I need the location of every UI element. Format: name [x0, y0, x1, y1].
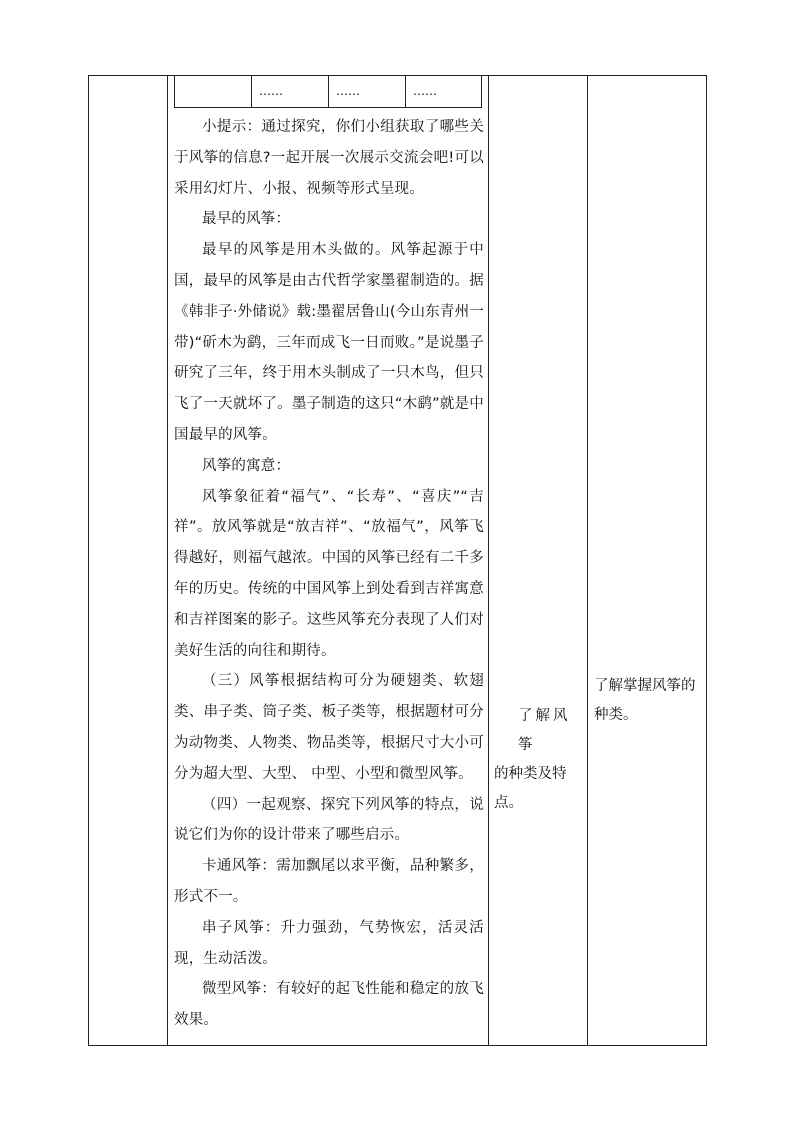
inner-table-row [174, 76, 482, 108]
table-col-line-1 [88, 75, 89, 1046]
purpose-line-1: 了解风筝 [518, 708, 571, 753]
goal-line-1: 了解掌握风筝的 [594, 678, 696, 694]
goal-line-2: 种类。 [594, 707, 638, 723]
inner-table-cell [174, 76, 251, 108]
purpose-line-2: 的种类及特点。 [494, 766, 567, 811]
micro-kite-paragraph: 微型风筝：有较好的起飞性能和稳定的放飞效果。 [174, 981, 484, 1029]
table-col-line-3 [488, 75, 489, 1046]
kite-types-paragraph: （三）风筝根据结构可分为硬翅类、软翅类、串子类、筒子类、板子类等，根据题材可分为动物类、人物类、物品类等，根据尺寸大小可分为超大型、大型、 中型、小型和微型风筝。 [174, 673, 484, 782]
goal-cell-text [594, 672, 704, 730]
purpose-cell-text [494, 702, 586, 818]
earliest-kite-paragraph: 最早的风筝是用木头做的。风筝起源于中国，最早的风筝是由古代哲学家墨翟制造的。据《韩非子·外储说》载:墨翟居鲁山(今山东青州一带)“斫木为鹞，三年而成飞一日而败。”是说墨子研究了三年，终于用木头制成了一只木鸟，但只飞了一天就坏了。墨子制造的这只“木鹞”就是中国最早的风筝。 [174, 242, 484, 443]
table-col-line-4 [587, 75, 588, 1046]
lesson-content [174, 112, 484, 1036]
string-kite-paragraph: 串子风筝：升力强劲，气势恢宏，活灵活现，生动活泼。 [174, 919, 484, 967]
table-col-line-2 [167, 75, 168, 1046]
heading-kite-meaning: 风筝的寓意： [202, 457, 291, 474]
tip-paragraph: 小提示：通过探究，你们小组获取了哪些关于风筝的信息?一起开展一次展示交流会吧!可以采用幻灯片、小报、视频等形式呈现。 [174, 119, 484, 197]
heading-earliest-kite: 最早的风筝： [202, 211, 291, 228]
cartoon-kite-paragraph: 卡通风筝：需加飘尾以求平衡，品种繁多，形式不一。 [174, 858, 484, 905]
inner-table-cell: …… [413, 84, 437, 98]
inner-table-cell: …… [259, 84, 283, 98]
inner-table-cell: …… [336, 84, 360, 98]
observe-paragraph: （四）一起观察、探究下列风筝的特点，说说它们为你的设计带来了哪些启示。 [174, 796, 484, 844]
table-bottom-border [88, 1045, 707, 1046]
table-col-line-5 [706, 75, 707, 1046]
kite-meaning-paragraph: 风筝象征着“福气”、“长寿”、“喜庆”“吉祥”。放风筝就是“放吉祥”、“放福气”，风筝飞得越好，则福气越浓。中国的风筝已经有二千多年的历史。传统的中国风筝上到处看到吉祥寓意和吉祥图案的影子。这些风筝充分表现了人们对美好生活的向往和期待。 [174, 488, 484, 659]
